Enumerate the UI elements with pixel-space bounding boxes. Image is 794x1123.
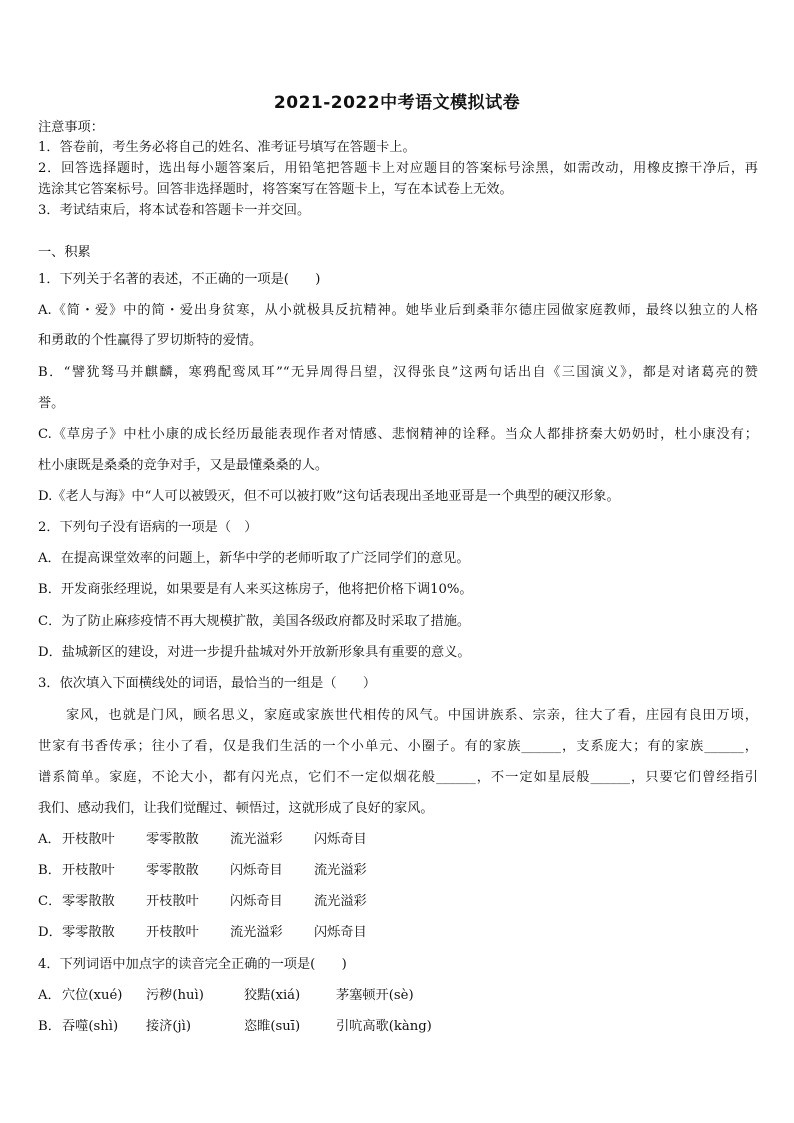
q3-option-word: 开枝散叶 (62, 863, 115, 878)
q1-option-a-line1: A.《简・爱》中的简・爱出身贫寒，从小就极具反抗精神。她毕业后到桑菲尔德庄园做家庭教师，最终以独立的人格 (38, 303, 758, 318)
q3-option-label: D． (38, 925, 62, 940)
q2-option-a: A．在提高课堂效率的问题上，新华中学的老师听取了广泛同学们的意见。 (38, 551, 470, 566)
q3-option-word: 开枝散叶 (62, 832, 115, 847)
q4-option-word: 茅塞顿开(sè) (336, 988, 414, 1003)
notice-line-2a: 2．回答选择题时，选出每小题答案后，用铅笔把答题卡上对应题目的答案标号涂黑，如需改动，用橡皮擦干净后，再 (38, 161, 758, 176)
q3-option-word: 闪烁奇目 (230, 863, 283, 878)
q1-option-c-line2: 杜小康既是桑桑的竞争对手，又是最懂桑桑的人。 (38, 458, 329, 473)
q4-option-word: 引吭高歌(kàng) (336, 1019, 432, 1034)
q3-option-word: 零零散散 (62, 925, 115, 940)
q3-option-label: C． (38, 894, 62, 909)
q3-option-word: 闪烁奇目 (314, 925, 367, 940)
q4-option-word: 接济(jì) (146, 1019, 191, 1034)
q3-option-word: 流光溢彩 (314, 894, 367, 909)
section-heading: 一、积累 (38, 245, 91, 260)
q2-option-b: B．开发商张经理说，如果要是有人来买这栋房子，他将把价格下调10%。 (38, 582, 473, 597)
q3-stem: 3．依次填入下面横线处的词语，最恰当的一组是（ ） (38, 676, 377, 691)
q2-option-d: D．盐城新区的建设，对进一步提升盐城对外开放新形象具有重要的意义。 (38, 645, 471, 660)
notice-line-2b: 选涂其它答案标号。回答非选择题时，将答案写在答题卡上，写在本试卷上无效。 (38, 182, 513, 197)
q1-option-a-line2: 和勇敢的个性赢得了罗切斯特的爱情。 (38, 333, 263, 348)
q3-passage-line4: 我们、感动我们，让我们觉醒过、顿悟过，这就形成了良好的家风。 (38, 801, 434, 816)
q1-option-d: D.《老人与海》中“人可以被毁灭，但不可以被打败”这句话表现出圣地亚哥是一个典型的硬汉形象。 (38, 489, 620, 504)
q3-option-word: 开枝散叶 (146, 925, 199, 940)
q4-stem: 4．下列词语中加点字的读音完全正确的一项是( ) (38, 957, 347, 972)
q1-option-c-line1: C.《草房子》中杜小康的成长经历最能表现作者对情感、悲悯精神的诠释。当众人都排挤秦大奶奶时，杜小康没有； (38, 427, 758, 442)
q4-option-label: B． (38, 1019, 61, 1034)
q4-option-word: 狡黠(xiá) (244, 988, 301, 1003)
page-title: 2021-2022中考语文模拟试卷 (273, 93, 521, 113)
q4-option-word: 吞噬(shì) (62, 1019, 119, 1034)
q3-option-label: B． (38, 863, 61, 878)
q3-option-word: 流光溢彩 (314, 863, 367, 878)
q4-option-label: A． (38, 988, 61, 1003)
q3-option-word: 零零散散 (146, 863, 199, 878)
q3-option-word: 零零散散 (62, 894, 115, 909)
q3-option-word: 流光溢彩 (230, 925, 283, 940)
q4-option-word: 穴位(xué) (62, 988, 123, 1003)
q1-option-b-line2: 誉。 (38, 396, 65, 411)
notice-heading: 注意事项： (38, 120, 104, 135)
q3-option-word: 闪烁奇目 (314, 832, 367, 847)
q3-option-word: 流光溢彩 (230, 832, 283, 847)
q3-option-word: 闪烁奇目 (230, 894, 283, 909)
q3-option-label: A． (38, 832, 61, 847)
q1-option-b-line1: B．“譬犹驽马并麒麟，寒鸦配鸾凤耳”“无异周得吕望，汉得张良”这两句话出自《三国演义》，都是对诸葛亮的赞 (38, 365, 758, 380)
q2-option-c: C．为了防止麻疹疫情不再大规模扩散，美国各级政府都及时采取了措施。 (38, 614, 471, 629)
q3-passage-line1: 家风，也就是门风，顾名思义，家庭或家族世代相传的风气。中国讲族系、宗亲，往大了看，庄园有良田万顷， (66, 708, 758, 723)
notice-line-3: 3．考试结束后，将本试卷和答题卡一并交回。 (38, 203, 311, 218)
q1-stem: 1．下列关于名著的表述，不正确的一项是( ) (38, 272, 321, 287)
q3-option-word: 零零散散 (146, 832, 199, 847)
q2-stem: 2．下列句子没有语病的一项是（ ） (38, 520, 258, 535)
notice-line-1: 1．答卷前，考生务必将自己的姓名、准考证号填写在答题卡上。 (38, 140, 416, 155)
q3-passage-line3: 谱系简单。家庭，不论大小，都有闪光点，它们不一定似烟花般______，不一定如星辰般______，只要它们曾经指引 (38, 770, 758, 785)
q3-option-word: 开枝散叶 (146, 894, 199, 909)
q4-option-word: 恣睢(suī) (244, 1019, 301, 1034)
q4-option-word: 污秽(huì) (146, 988, 204, 1003)
q3-passage-line2: 世家有书香传承；往小了看，仅是我们生活的一个小单元、小圈子。有的家族______，支系庞大；有的家族______， (38, 739, 758, 754)
